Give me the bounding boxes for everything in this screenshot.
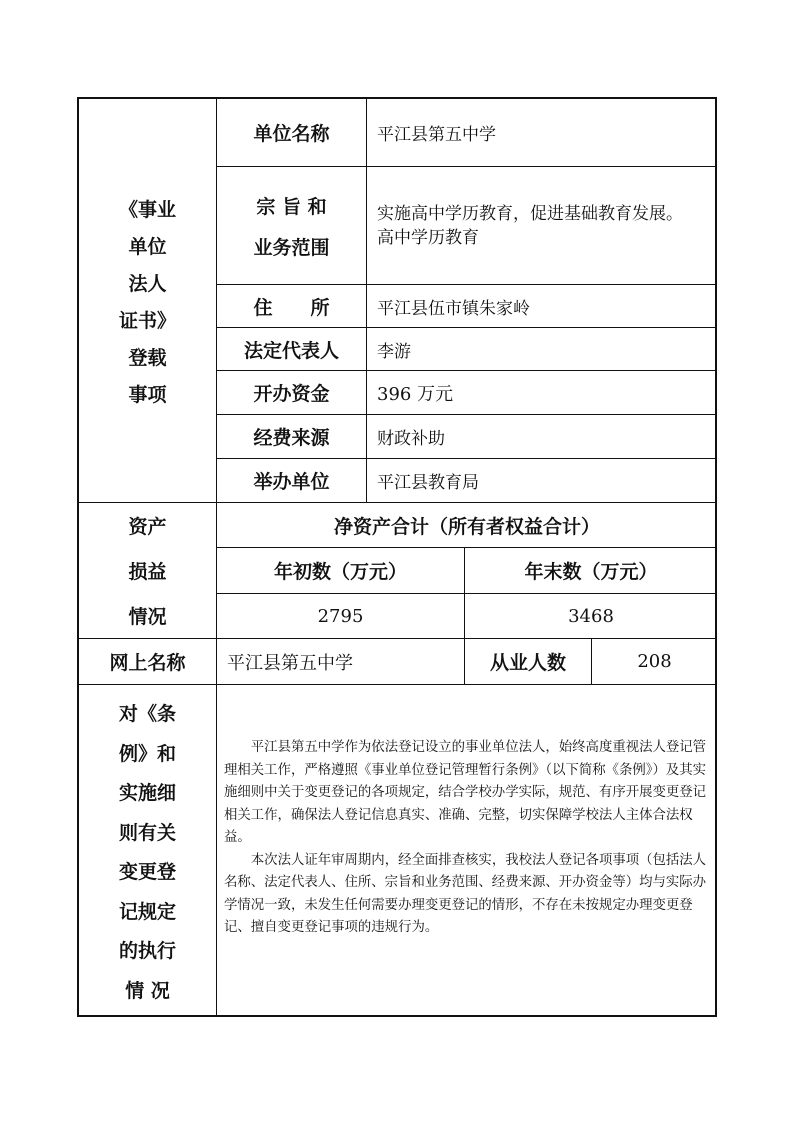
sponsor-unit-value: 平江县教育局 [377, 473, 479, 493]
registration-section-title [79, 99, 216, 502]
section-title-line: 实施细 [118, 782, 176, 805]
staff-count-value: 208 [637, 651, 672, 672]
compliance-section-title [79, 685, 216, 1017]
section-title-line: 事项 [128, 383, 167, 406]
legal-representative-label: 法定代表人 [243, 339, 339, 362]
registered-capital-label: 开办资金 [253, 383, 330, 405]
address-label: 住 所 [253, 296, 330, 319]
unit-name-value: 平江县第五中学 [377, 125, 496, 145]
section-title-line: 单位 [128, 235, 167, 258]
online-name-value: 平江县第五中学 [227, 652, 353, 674]
registered-capital-value: 396 万元 [377, 383, 454, 405]
end-of-year-value: 3468 [568, 605, 614, 627]
section-title-line: 情况 [128, 606, 167, 628]
start-of-year-value: 2795 [317, 605, 364, 627]
section-title-line: 变更登 [118, 861, 176, 884]
section-title-line: 则有关 [118, 821, 176, 844]
value-line: 实施高中学历教育，促进基础教育发展。 [377, 203, 683, 224]
section-title-line: 损益 [128, 561, 167, 583]
assets-section-title [79, 503, 216, 638]
section-title-line: 记规定 [118, 900, 176, 923]
funding-source-label: 经费来源 [253, 427, 330, 449]
label-line: 宗 旨 和 [256, 195, 327, 218]
section-title-line: 资产 [128, 516, 167, 538]
compliance-statement [224, 737, 708, 1007]
net-assets-header: 净资产合计（所有者权益合计） [333, 515, 600, 538]
section-title-line: 的执行 [118, 940, 176, 963]
purpose-scope-value [367, 167, 717, 284]
end-of-year-header: 年末数（万元） [524, 561, 658, 583]
section-title-line: 例》和 [118, 742, 176, 765]
unit-name-label: 单位名称 [253, 123, 330, 145]
label-line: 业务范围 [253, 236, 330, 259]
annual-report-table [77, 97, 717, 1017]
staff-count-label: 从业人数 [489, 652, 566, 674]
value-line: 高中学历教育 [377, 227, 479, 248]
section-title-line: 情 况 [125, 979, 170, 1002]
legal-representative-value: 李游 [377, 341, 411, 362]
compliance-paragraph: 本次法人证年审周期内，经全面排查核实，我校法人登记各项事项（包括法人名称、法定代表人、住所、宗旨和业务范围、经费来源、开办资金等）均与实际办学情况一致，未发生任何需要办理变更登记的情形，不存在未按规定办理变更登记、擅自变更登记事项的违规行为。 [224, 852, 707, 935]
section-title-line: 对《条 [118, 703, 176, 726]
section-title-line: 《事业 [118, 198, 176, 221]
start-of-year-header: 年初数（万元） [273, 561, 407, 583]
divider [216, 684, 217, 1017]
section-title-line: 法人 [128, 272, 167, 295]
online-name-label: 网上名称 [109, 652, 186, 674]
sponsor-unit-label: 举办单位 [253, 471, 330, 493]
funding-source-value: 财政补助 [377, 429, 445, 449]
compliance-paragraph: 平江县第五中学作为依法登记设立的事业单位法人，始终高度重视法人登记管理相关工作，严格遵照《事业单位登记管理暂行条例》（以下简称《条例》）及其实施细则中关于变更登记的各项规定，结合学校办学实际，规范、有序开展变更登记相关工作，确保法人登记信息真实、准确、完整，切实保障学校法人主体合法权益。 [224, 740, 707, 845]
address-value: 平江县伍市镇朱家岭 [377, 298, 530, 319]
section-title-line: 登载 [128, 346, 167, 369]
purpose-scope-label [217, 167, 366, 284]
section-title-line: 证书》 [118, 309, 176, 332]
